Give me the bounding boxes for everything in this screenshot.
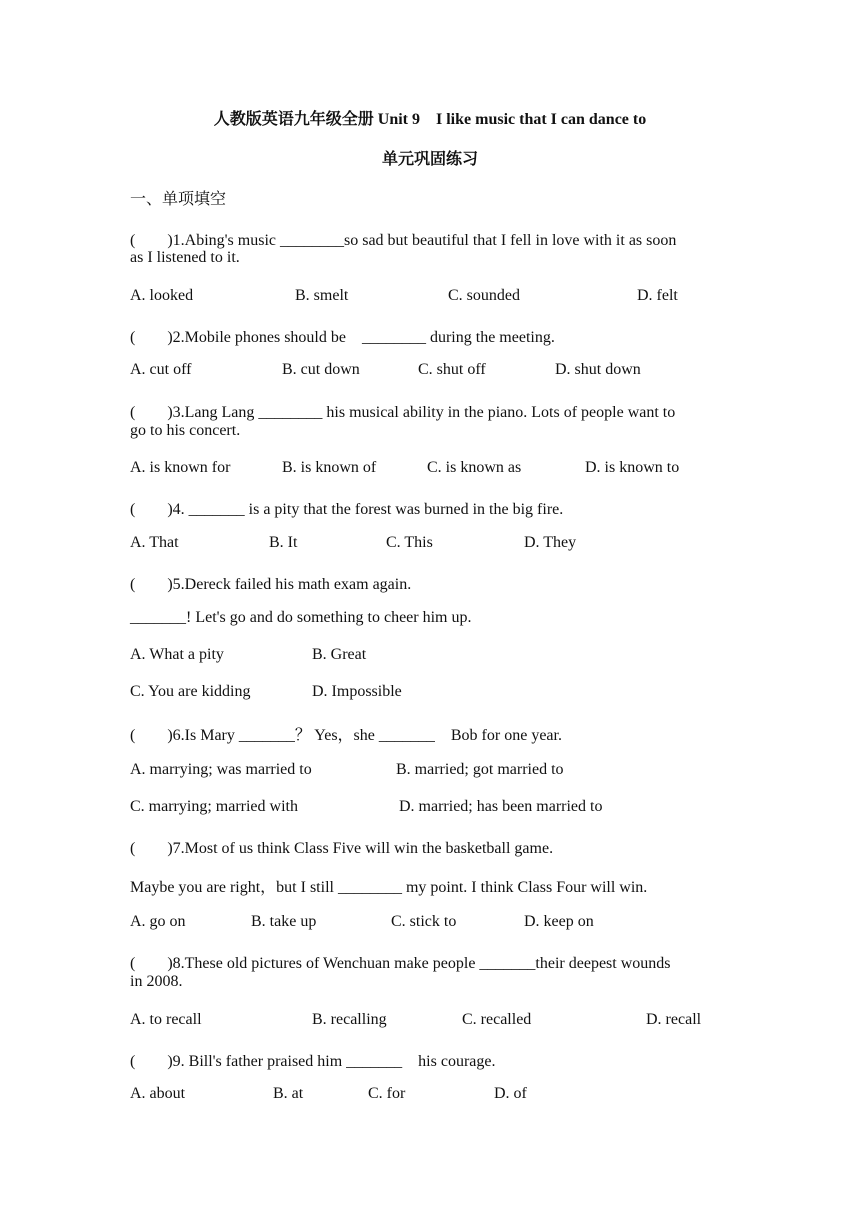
question-3-option-b: B. is known of [282,459,377,476]
question-9-option-c: C. for [368,1085,406,1102]
document-subtitle: 单元巩固练习 [381,151,478,168]
question-3-option-a: A. is known for [130,459,231,476]
question-6-option-c: C. marrying; married with [130,798,298,815]
question-8-stem-line-2: in 2008. [130,973,183,990]
question-2-option-d: D. shut down [555,361,641,378]
question-6-stem-line-1: ( )6.Is Mary _______？ Yes，she _______ Bob for one year. [130,727,562,744]
question-7-option-c: C. stick to [391,913,457,930]
question-8-option-d: D. recall [646,1011,702,1028]
question-4-stem-line-1: ( )4. _______ is a pity that the forest was burned in the big fire. [130,501,564,518]
question-2-stem-line-1: ( )2.Mobile phones should be ________ during the meeting. [130,329,555,346]
section-heading: 一、单项填空 [130,191,227,208]
question-8-option-c: C. recalled [462,1011,532,1028]
question-4-option-a: A. That [130,534,179,551]
question-5-stem-line-2: _______! Let's go and do something to cheer him up. [130,609,472,626]
question-7-option-a: A. go on [130,913,186,930]
question-8-option-b: B. recalling [312,1011,387,1028]
question-1-stem-line-1: ( )1.Abing's music ________so sad but beautiful that I fell in love with it as soon [130,232,677,249]
question-4-option-b: B. It [269,534,298,551]
question-1-stem-line-2: as I listened to it. [130,249,240,266]
question-2-option-c: C. shut off [418,361,486,378]
question-9-option-a: A. about [130,1085,186,1102]
question-9-option-b: B. at [273,1085,304,1102]
question-5-option-d: D. Impossible [312,683,402,700]
question-5-option-b: B. Great [312,646,367,663]
question-7-option-d: D. keep on [524,913,594,930]
question-4-option-d: D. They [524,534,577,551]
question-3-option-d: D. is known to [585,459,680,476]
question-7-stem-line-2: Maybe you are right，but I still ________ my point. I think Class Four will win. [130,879,648,896]
question-3-stem-line-2: go to his concert. [130,422,241,439]
question-7-stem-line-1: ( )7.Most of us think Class Five will win the basketball game. [130,840,554,857]
question-4-option-c: C. This [386,534,433,551]
question-1-option-d: D. felt [637,287,678,304]
question-1-option-b: B. smelt [295,287,349,304]
question-2-option-a: A. cut off [130,361,192,378]
question-9-stem-line-1: ( )9. Bill's father praised him _______ his courage. [130,1053,496,1070]
question-5-stem-line-1: ( )5.Dereck failed his math exam again. [130,576,412,593]
question-7-option-b: B. take up [251,913,317,930]
question-3-stem-line-1: ( )3.Lang Lang ________ his musical ability in the piano. Lots of people want to [130,404,676,421]
question-3-option-c: C. is known as [427,459,522,476]
question-5-option-a: A. What a pity [130,646,224,663]
question-6-option-a: A. marrying; was married to [130,761,312,778]
question-8-stem-line-1: ( )8.These old pictures of Wenchuan make people _______their deepest wounds [130,955,671,972]
question-8-option-a: A. to recall [130,1011,202,1028]
question-2-option-b: B. cut down [282,361,360,378]
question-5-option-c: C. You are kidding [130,683,251,700]
question-6-option-d: D. married; has been married to [399,798,603,815]
question-6-option-b: B. married; got married to [396,761,564,778]
document-title: 人教版英语九年级全册 Unit 9 I like music that I can dance to [213,111,647,128]
question-1-option-a: A. looked [130,287,194,304]
question-1-option-c: C. sounded [448,287,520,304]
question-9-option-d: D. of [494,1085,527,1102]
